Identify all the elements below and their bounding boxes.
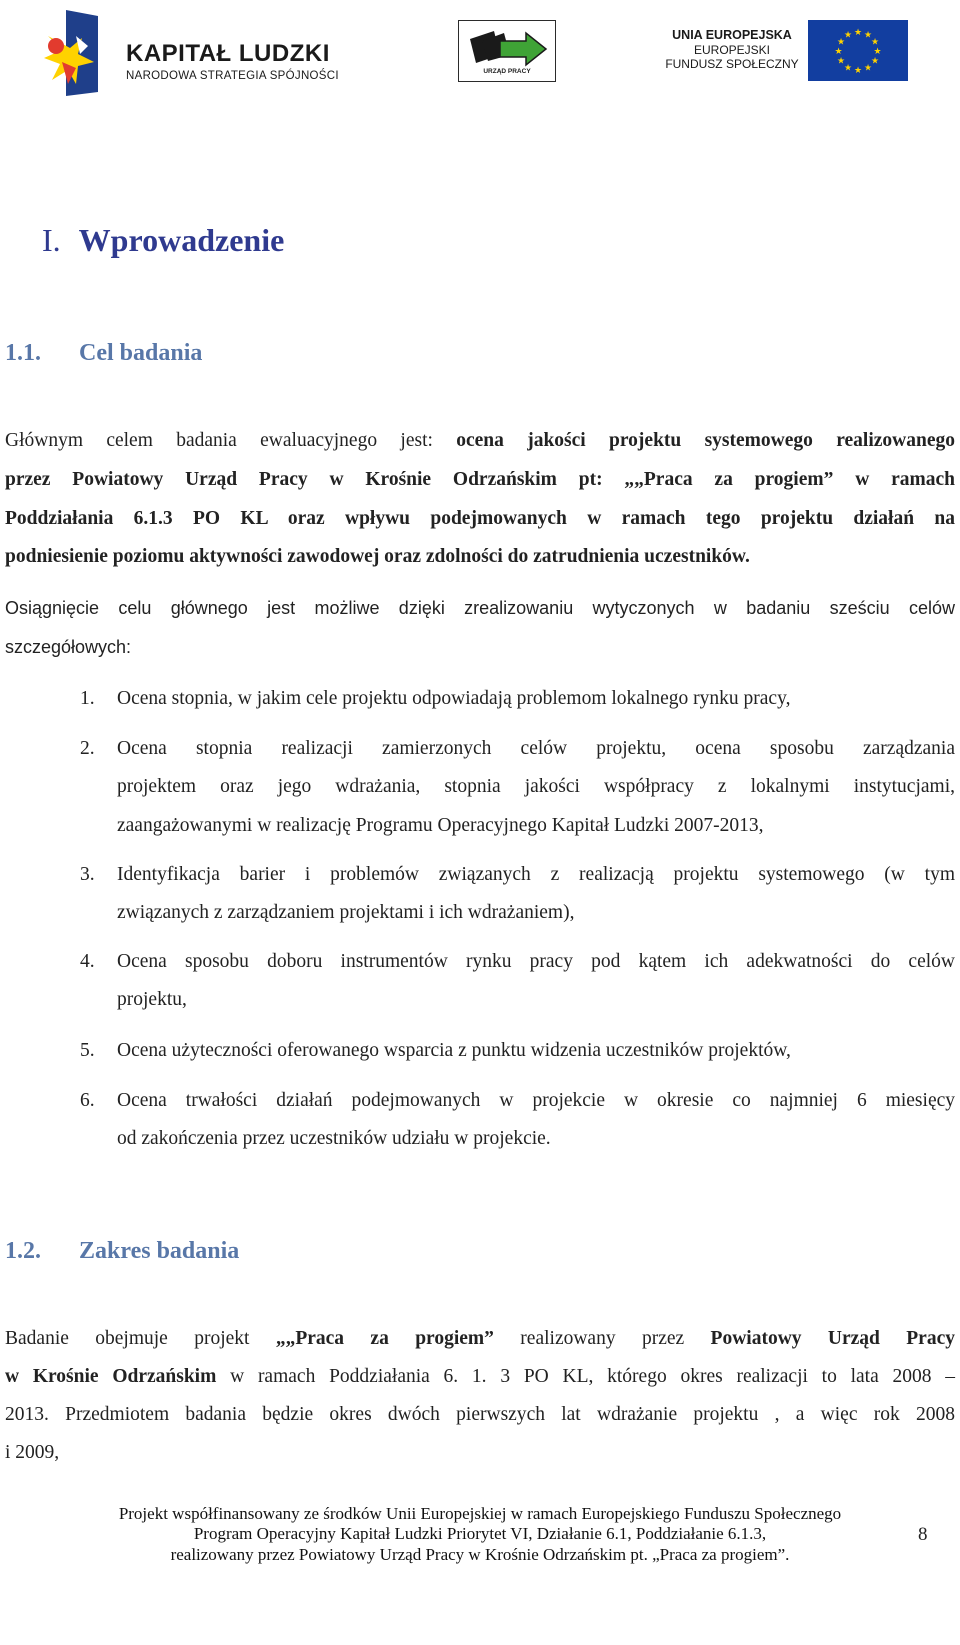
list-item-continuation: związanych z zarządzaniem projektami i ich wdrażaniem), [117, 902, 575, 923]
urzad-pracy-arrow-icon [460, 25, 554, 69]
urzad-pracy-logo [458, 20, 556, 82]
footer-line: Program Operacyjny Kapitał Ludzki Priorytet VI, Działanie 6.1, Poddziałanie 6.1.3, [193, 1524, 767, 1543]
list-text: Ocena użyteczności oferowanego wsparcia z punktu widzenia uczestników projektów, [117, 1040, 791, 1061]
svg-text:★: ★ [873, 47, 882, 57]
svg-text:★: ★ [870, 37, 880, 48]
paragraph-line: szczegółowych: [5, 637, 132, 657]
footer-line: Projekt współfinansowany ze środków Unii Europejskiej w ramach Europejskiego Funduszu Społecznego [118, 1504, 842, 1523]
subsection-number: 1.1. [5, 340, 41, 366]
bold-text-run: w Krośnie Odrzańskim [5, 1366, 217, 1387]
text-run: realizowany przez [493, 1328, 711, 1349]
svg-text:★: ★ [853, 66, 863, 76]
svg-text:★: ★ [870, 56, 880, 67]
list-text: Ocena stopnia, w jakim cele projektu odpowiadają problemom lokalnego rynku pracy, [117, 688, 791, 709]
svg-text:★: ★ [843, 30, 853, 41]
svg-text:★: ★ [853, 28, 863, 38]
bold-text-run: Powiatowy Urząd Pracy [710, 1328, 955, 1349]
svg-text:★: ★ [863, 30, 873, 41]
list-text: Ocena sposobu doboru instrumentów rynku pracy pod kątem ich adekwatności do celów [117, 951, 955, 972]
list-item-continuation: zaangażowanymi w realizację Programu Operacyjnego Kapitał Ludzki 2007-2013, [117, 815, 764, 836]
paragraph-line: 2013. Przedmiotem badania będzie okres dwóch pierwszych lat wdrażanie projektu , a więc rok 2008 [5, 1404, 955, 1425]
paragraph-line: Poddziałania 6.1.3 PO KL oraz wpływu podejmowanych w ramach tego projektu działań na [5, 508, 955, 529]
section-title: Wprowadzenie [78, 222, 285, 258]
paragraph-line: i 2009, [5, 1442, 60, 1463]
eu-text-line3: FUNDUSZ SPOŁECZNY [665, 57, 799, 71]
list-text: Ocena stopnia realizacji zamierzonych celów projektu, ocena sposobu zarządzania [117, 738, 955, 759]
list-item [80, 951, 955, 973]
svg-text:★: ★ [834, 47, 843, 57]
kapital-ludzki-subtitle: NARODOWA STRATEGIA SPÓJNOŚCI [126, 70, 339, 82]
eu-text-line2: EUROPEJSKI [693, 43, 771, 57]
paragraph-line: podniesienie poziomu aktywności zawodowej oraz zdolności do zatrudnienia uczestników. [5, 546, 750, 567]
subsection-number: 1.2. [5, 1238, 41, 1264]
svg-text:★: ★ [843, 63, 853, 74]
list-text: Ocena trwałości działań podejmowanych w projekcie w okresie co najmniej 6 miesięcy [117, 1090, 955, 1111]
subsection-title: Cel badania [79, 340, 203, 366]
list-number: 4. [80, 951, 95, 972]
section-heading [42, 222, 284, 259]
text-run: w ramach Poddziałania 6. 1. 3 PO KL, którego okres realizacji to lata 2008 – [216, 1366, 955, 1387]
text-run: Głównym celem badania ewaluacyjnego jest: [5, 430, 457, 451]
bold-text-run: „„Praca za progiem” [275, 1328, 494, 1349]
list-number: 6. [80, 1090, 95, 1111]
list-item-continuation: projektu, [117, 989, 187, 1010]
text-run: Badanie obejmuje projekt [5, 1328, 276, 1349]
list-number: 3. [80, 864, 95, 885]
list-text: Identyfikacja barier i problemów związanych z realizacją projektu systemowego (w tym [117, 864, 955, 885]
section-number: I. [42, 222, 61, 258]
subsection-heading-1-1 [5, 340, 202, 367]
list-item-continuation: od zakończenia przez uczestników udziału w projekcie. [117, 1128, 551, 1149]
subsection-heading-1-2 [5, 1238, 239, 1265]
svg-text:★: ★ [863, 63, 873, 74]
list-item [80, 1090, 955, 1112]
eu-fund-text [662, 28, 802, 71]
kapital-ludzki-title: KAPITAŁ LUDZKI [126, 40, 330, 67]
list-number: 2. [80, 738, 95, 759]
paragraph-line [5, 430, 955, 452]
page-header [0, 0, 960, 110]
list-number: 1. [80, 688, 95, 709]
list-number: 5. [80, 1040, 95, 1061]
bold-text-run: ocena jakości projektu systemowego realizowanego [456, 430, 955, 451]
paragraph-line [5, 1328, 955, 1350]
list-item [80, 688, 955, 710]
subsection-title: Zakres badania [79, 1238, 240, 1264]
page-number: 8 [918, 1524, 928, 1545]
eu-text-line1: UNIA EUROPEJSKA [672, 28, 792, 42]
paragraph-line [5, 1366, 955, 1388]
paragraph-line: przez Powiatowy Urząd Pracy w Krośnie Odrzańskim pt: „„Praca za progiem” w ramach [5, 469, 955, 490]
list-item [80, 738, 955, 760]
footer-line: realizowany przez Powiatowy Urząd Pracy w Krośnie Odrzańskim pt. „Praca za progiem”. [170, 1545, 790, 1564]
kapital-ludzki-logo [42, 6, 352, 98]
svg-text:★: ★ [836, 56, 846, 67]
svg-text:★: ★ [836, 37, 846, 48]
eu-flag-icon [808, 20, 908, 81]
kapital-ludzki-emblem-icon [42, 6, 104, 98]
list-item [80, 1040, 955, 1062]
urzad-pracy-label: URZĄD PRACY [483, 68, 531, 75]
list-item-continuation: projektem oraz jego wdrażania, stopnia jakości współpracy z lokalnymi instytucjami, [117, 776, 955, 797]
list-item [80, 864, 955, 886]
paragraph-line: Osiągnięcie celu głównego jest możliwe dzięki zrealizowaniu wytyczonych w badaniu sześciu celów [5, 598, 955, 618]
